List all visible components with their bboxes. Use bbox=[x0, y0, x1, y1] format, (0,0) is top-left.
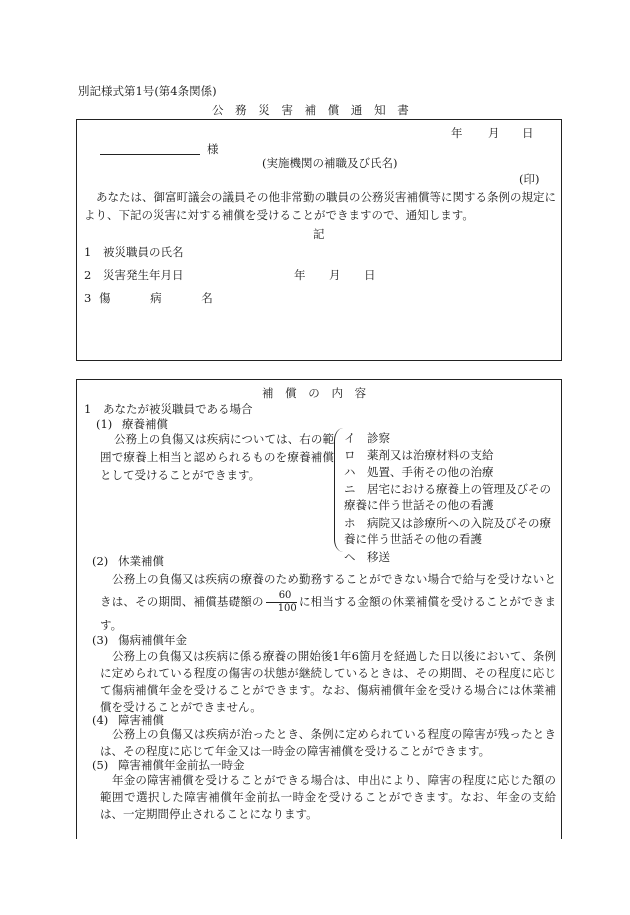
item-accident-date: 2 災害発生年月日 bbox=[84, 268, 184, 282]
ki-heading: 記 bbox=[313, 227, 325, 241]
treatment-item-ni: ニ 居宅における療養上の管理及びその療養に伴う世話その他の看護 bbox=[344, 482, 551, 512]
recipient-sama: 様 bbox=[207, 142, 219, 156]
recipient-name-line bbox=[100, 154, 200, 155]
item-victim-name: 1 被災職員の氏名 bbox=[84, 245, 184, 259]
case-1-heading: 1 あなたが被災職員である場合 bbox=[84, 402, 253, 416]
s2-body: 公務上の負傷又は疾病の療養のため勤務することができない場合で給与を受けないときは、その期間、補償基礎額の $\frac{60}{100}$ に相当する金額の休業補償を受けることができます。 bbox=[100, 572, 556, 632]
s1-heading: (1) 療養補償 bbox=[96, 417, 168, 431]
accident-month: 月 bbox=[329, 268, 341, 282]
s5-heading: (5) 障害補償年金前払一時金 bbox=[92, 758, 245, 772]
treatment-item-ro: ロ 薬剤又は治療材料の支給 bbox=[344, 448, 494, 462]
date-month: 月 bbox=[488, 126, 500, 140]
s4-heading: (4) 障害補償 bbox=[92, 713, 164, 727]
s2-heading: (2) 休業補償 bbox=[92, 554, 164, 568]
s1-body: 公務上の負傷又は疾病については、右の範囲で療養上相当と認められるものを療養補償として受けることができます。 bbox=[100, 432, 334, 482]
accident-year: 年 bbox=[294, 268, 306, 282]
notice-body: あなたは、御富町議会の議員その他非常勤の職員の公務災害補償等に関する条例の規定により、下記の災害に対する補償を受けることができますので、通知します。 bbox=[84, 190, 556, 222]
s3-heading: (3) 傷病補償年金 bbox=[92, 633, 187, 647]
treatment-item-ho: ホ 病院又は診療所への入院及びその療養に伴う世話その他の看護 bbox=[344, 516, 551, 546]
list-brace bbox=[334, 428, 343, 552]
item-injury-name: 傷 病 名 bbox=[99, 291, 231, 305]
item-injury-no: 3 bbox=[84, 291, 92, 305]
fraction-60-100: $\frac{60}{100}$ bbox=[266, 590, 297, 615]
s4-body: 公務上の負傷又は疾病が治ったとき、条例に定められている程度の障害が残ったときは、その程度に応じて年金又は一時金の障害補償を受けることができます。 bbox=[100, 727, 556, 758]
treatment-item-ha: ハ 処置、手術その他の治療 bbox=[344, 465, 494, 479]
s5-body: 年金の障害補償を受けることができる場合は、申出により、障害の程度に応じた額の範囲で選択した障害補償年金前払一時金を受けることができます。なお、年金の支給は、一定期間停止されることになります。 bbox=[100, 773, 556, 821]
date-year: 年 bbox=[451, 126, 463, 140]
treatment-item-he: ヘ 移送 bbox=[344, 550, 390, 564]
details-title: 補 償 の 内 容 bbox=[262, 386, 371, 400]
document-title: 公 務 災 害 補 償 通 知 書 bbox=[212, 103, 413, 117]
s3-body: 公務上の負傷又は疾病に係る療養の開始後1年6箇月を経過した日以後において、条例に定められている程度の傷害の状態が継続しているときは、その期間、その程度に応じて傷病補償年金を受けることができます。なお、傷病補償年金を受ける場合には休業補償を受けることができません。 bbox=[100, 649, 556, 714]
seal-mark: (印) bbox=[519, 172, 540, 186]
agency-label: (実施機関の補職及び氏名) bbox=[262, 156, 398, 170]
accident-day: 日 bbox=[364, 268, 376, 282]
date-day: 日 bbox=[522, 126, 534, 140]
form-number: 別記様式第1号(第4条関係) bbox=[78, 84, 217, 98]
treatment-item-i: イ 診察 bbox=[344, 431, 390, 445]
